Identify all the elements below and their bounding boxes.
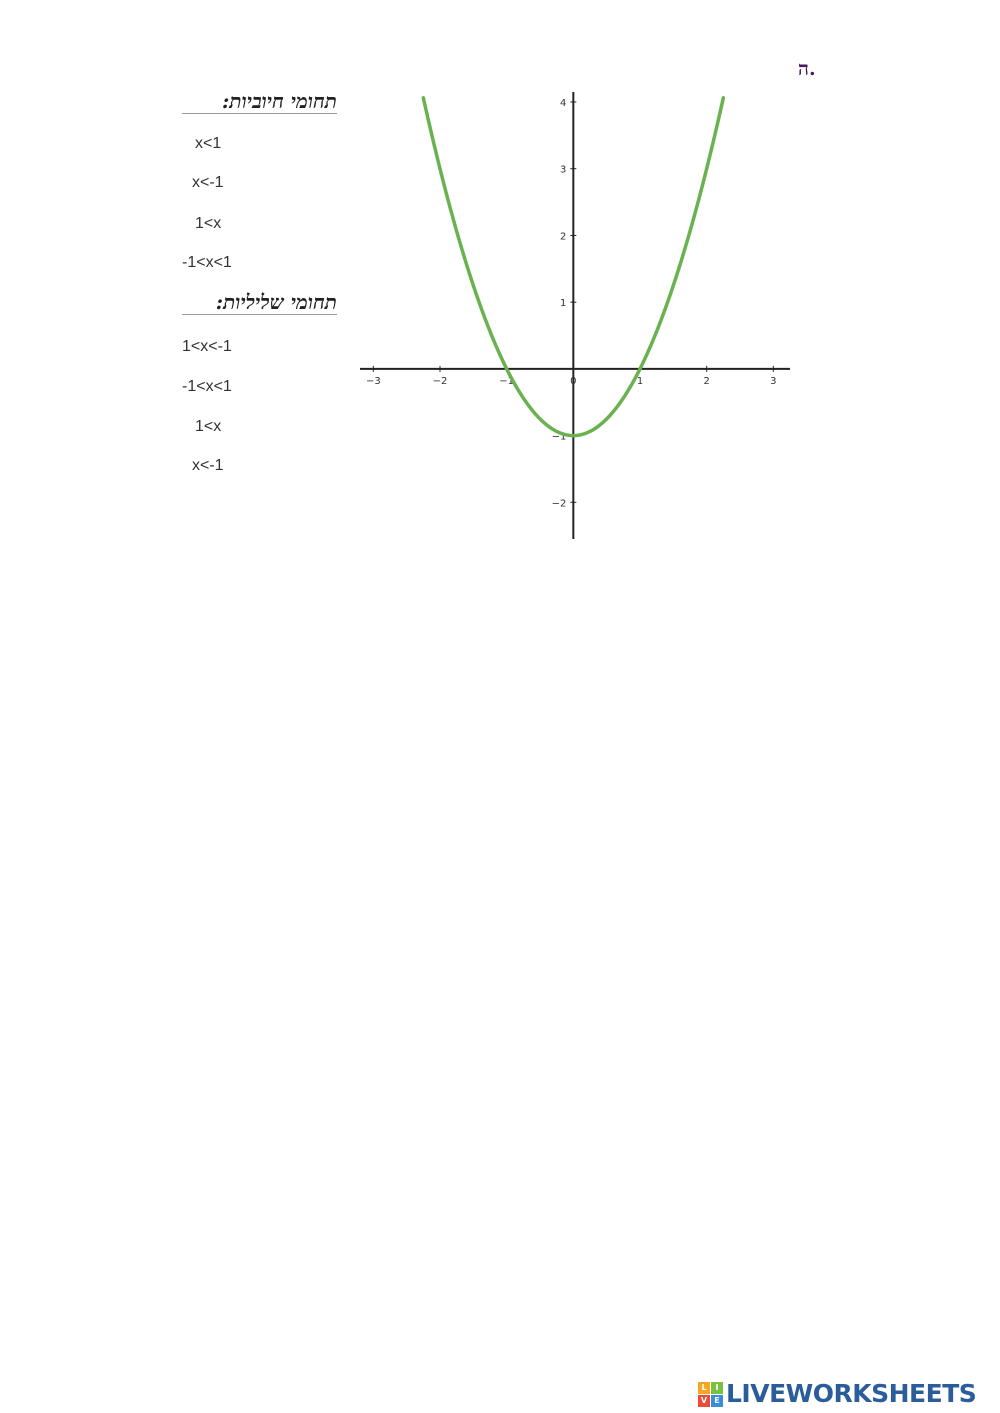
negative-domains-heading: תחומי שליליות:	[182, 291, 337, 315]
y-tick-label: 2	[559, 231, 567, 243]
logo-mark-letter: E	[711, 1395, 723, 1407]
positive-option-1[interactable]: x<1	[195, 135, 222, 152]
y-tick-label: 1	[559, 298, 567, 310]
positive-option-3[interactable]: 1<x	[195, 215, 222, 232]
y-tick-label: 3	[559, 164, 567, 176]
x-tick-label: −1	[499, 375, 515, 387]
logo-mark-letter: V	[698, 1395, 710, 1407]
negative-option-3[interactable]: 1<x	[195, 418, 222, 435]
liveworksheets-logo	[698, 1377, 976, 1411]
positive-option-4[interactable]: -1<x<1	[182, 254, 232, 271]
negative-option-2[interactable]: -1<x<1	[182, 378, 232, 395]
logo-mark-icon	[698, 1382, 723, 1407]
y-tick-label: −1	[551, 431, 567, 443]
negative-option-1[interactable]: 1<x<-1	[182, 338, 232, 355]
x-tick-label: −3	[365, 375, 381, 387]
x-tick-label: −2	[432, 375, 448, 387]
question-letter: ה.	[798, 58, 816, 80]
x-tick-label: 2	[703, 375, 710, 387]
positive-domains-heading: תחומי חיוביות:	[182, 90, 337, 114]
logo-mark-letter: I	[711, 1382, 723, 1394]
parabola-graph	[355, 88, 795, 543]
positive-option-2[interactable]: x<-1	[192, 174, 224, 191]
y-tick-label: −2	[551, 498, 567, 510]
logo-text: LIVEWORKSHEETS	[726, 1379, 977, 1408]
x-tick-label: 0	[570, 375, 577, 387]
y-tick-label: 4	[559, 98, 567, 110]
x-tick-label: 1	[636, 375, 644, 387]
logo-mark-letter: L	[698, 1382, 710, 1394]
negative-option-4[interactable]: x<-1	[192, 457, 224, 474]
x-tick-label: 3	[770, 375, 777, 387]
